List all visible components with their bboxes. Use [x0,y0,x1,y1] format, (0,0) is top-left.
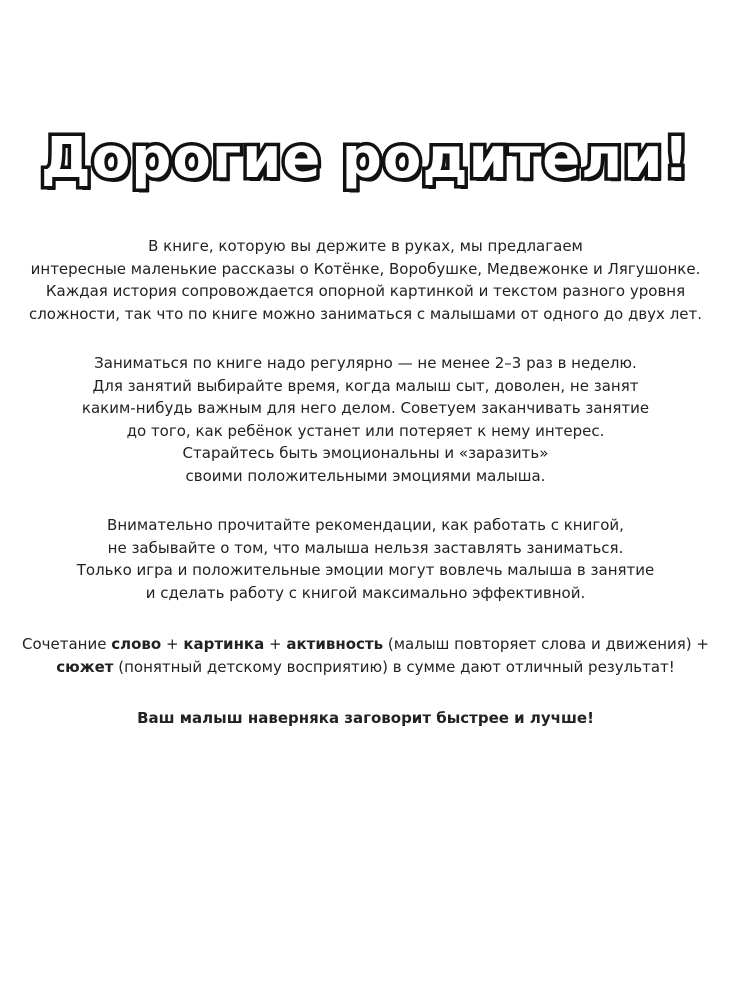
text-segment: + [161,635,184,653]
bold-term-word: слово [111,635,162,653]
intro-paragraph [20,235,711,325]
paragraph-line: своими положительными эмоциями малыша. [185,466,546,485]
paragraph-line: Внимательно прочитайте рекомендации, как работать с книгой, [107,516,624,534]
paragraph-line: и сделать работу с книгой максимально эффективной. [145,583,586,602]
bold-term-plot: сюжет [56,657,114,676]
paragraph-line: Заниматься по книге надо регулярно — не менее 2–3 раз в неделю. [94,354,637,372]
paragraph-line [20,633,711,656]
paragraph-line: каким-нибудь важным для него делом. Советуем заканчивать занятие [81,399,650,418]
paragraph-line: сложности, так что по книге можно заниматься с малышами от одного до двух лет. [28,304,703,323]
bold-term-activity: активность [286,635,384,653]
paragraph-line: Для занятий выбирайте время, когда малыш сыт, доволен, не занят [92,376,639,395]
paragraph-line [20,656,711,679]
paragraph-line: Каждая история сопровождается опорной картинкой и текстом разного уровня [45,282,686,301]
text-segment: + [264,635,287,653]
paragraph-line: до того, как ребёнок устанет или потеряет к нему интерес. [126,421,605,440]
paragraph-line: интересные маленькие рассказы о Котёнке, Воробушке, Медвежонке и Лягушонке. [30,259,701,278]
paragraph-line: не забывайте о том, что малыша нельзя заставлять заниматься. [107,538,624,557]
text-segment: (понятный детскому восприятию) в сумме дают отличный результат! [113,657,675,676]
paragraph-line: Ваш малыш наверняка заговорит быстрее и лучше! [137,709,594,727]
paragraph-line: В книге, которую вы держите в руках, мы предлагаем [148,237,583,255]
bold-term-picture: картинка [183,635,265,653]
paragraph-line: Только игра и положительные эмоции могут вовлечь малыша в занятие [76,561,655,580]
schedule-paragraph [20,352,711,488]
page-title: Дорогие родители! [40,126,691,191]
text-segment: (малыш повторяет слова и движения) + [383,635,709,653]
combination-paragraph [20,633,711,678]
paragraph-line: Старайтесь быть эмоциональны и «заразить» [182,444,549,463]
recommendations-paragraph [20,514,711,604]
text-segment: Сочетание [22,635,112,653]
closing-statement [20,707,711,730]
